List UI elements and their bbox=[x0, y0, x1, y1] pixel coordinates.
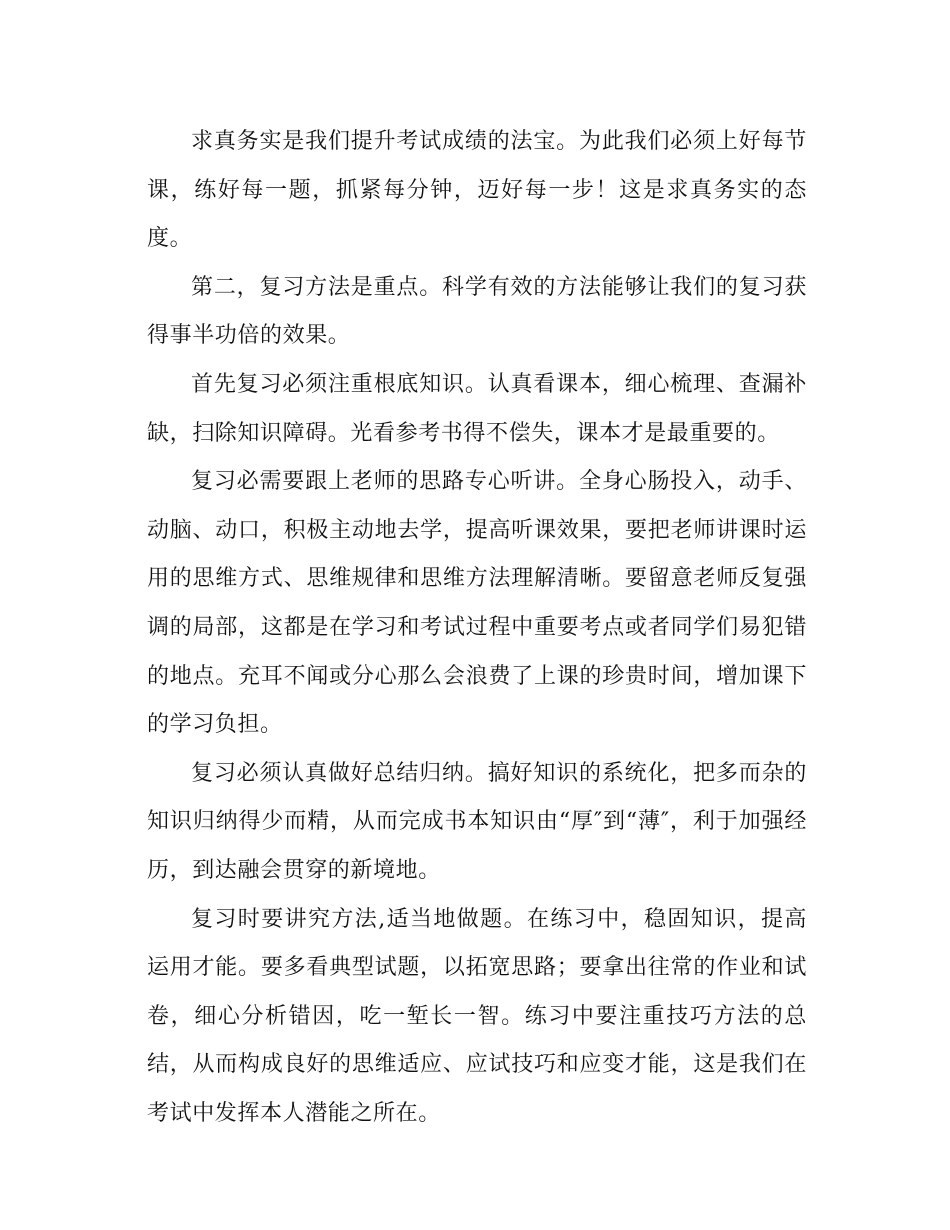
paragraph-5: 复习必须认真做好总结归纳。搞好知识的系统化，把多而杂的知识归纳得少而精，从而完成书本知识由“厚″到“薄″，利于加强经历，到达融会贯穿的新境地。 bbox=[147, 760, 807, 883]
document-body bbox=[147, 118, 807, 1138]
paragraph-2: 第二，复习方法是重点。科学有效的方法能够让我们的复习获得事半功倍的效果。 bbox=[147, 274, 807, 349]
paragraph-1: 求真务实是我们提升考试成绩的法宝。为此我们必须上好每节课，练好每一题，抓紧每分钟，迈好每一步！这是求真务实的态度。 bbox=[147, 129, 807, 252]
paragraph-3: 首先复习必须注重根底知识。认真看课本，细心梳理、查漏补缺，扫除知识障碍。光看参考书得不偿失，课本才是最重要的。 bbox=[147, 371, 807, 446]
paragraph-4: 复习必需要跟上老师的思路专心听讲。全身心肠投入，动手、动脑、动口，积极主动地去学，提高听课效果，要把老师讲课时运用的思维方式、思维规律和思维方法理解清晰。要留意老师反复强调的局部，这都是在学习和考试过程中重要考点或者同学们易犯错的地点。充耳不闻或分心那么会浪费了上课的珍贵时间，增加课下的学习负担。 bbox=[147, 469, 807, 738]
paragraph-6: 复习时要讲究方法,适当地做题。在练习中，稳固知识，提高运用才能。要多看典型试题，以拓宽思路；要拿出往常的作业和试卷，细心分析错因，吃一堑长一智。练习中要注重技巧方法的总结，从而构成良好的思维适应、应试技巧和应变才能，这是我们在考试中发挥本人潜能之所在。 bbox=[147, 906, 807, 1126]
